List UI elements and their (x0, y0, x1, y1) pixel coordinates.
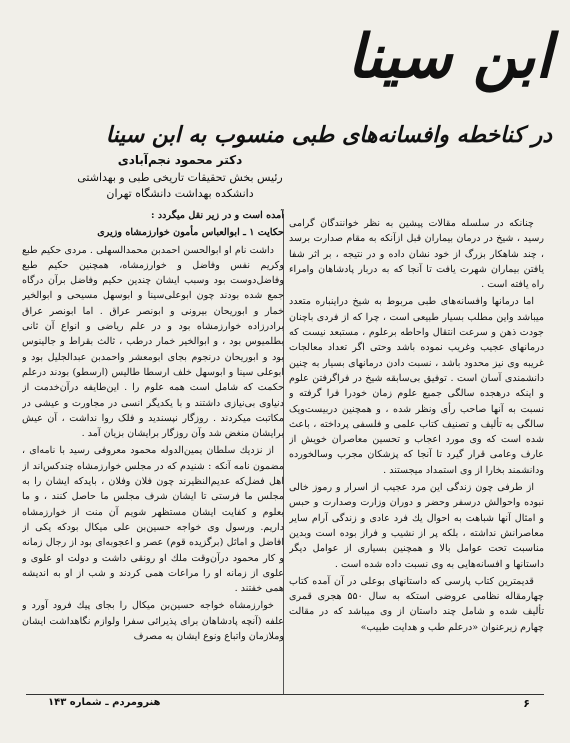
paragraph: اما درمانها وافسانه‌های طبی مربوط به شیخ دراینباره متعدد میباشد واین مطلب بسیار طبیعی است ، چرا که از فردی باچنان جودت ذهن و سرعت انتقال واحاطه برعلوم ، مستبعد نیست که درمانهای عجیب وغریب نموده باشد وحتی اگر تعداد معالجات غریبه وی نیز محدود باشد ، نسبت دادن درمانهای بسیار به چنین دانشمندی آسان است . توفیق بی‌سابقه شیخ در فراگرفتن علوم و اینکه درهجده سالگی جمیع علوم زمان خودرا فرا گرفته و نسبت به آنها صاحب رأی ونظر شده ، و همچنین دربیست‌ویک سالگی به تألیف و تصنیف کتاب علمی و فلسفی پرداخته ، باعث شده است که وی مورد اعجاب و تحسین معاصران خویش از عارف وعامی قرار گیرد تا آنجا که پزشکان مجرب وسالخورده ودانشمند بخارا از وی استمداد میجستند . (289, 296, 544, 476)
page-title: ابن سینا (347, 22, 552, 92)
paragraph: خوارزمشاه خواجه حسین‌بن میکال را بجای پیك فرود آورد و علفه (آنچه پادشاهان برای پذیرائی سفرا ولوازم نگاهداشت ایشان وملازمان واتباع ونوع ایشان به مصرف (22, 600, 284, 643)
footer-rule (26, 694, 544, 695)
author-name: دکتر محمود نجم‌آبادی (117, 153, 243, 167)
page-number: ۶ (523, 697, 530, 710)
left-column (22, 208, 284, 688)
right-column (289, 216, 544, 704)
paragraph: چنانکه در سلسله مقالات پیشین به نظر خوانندگان گرامی رسید ، شیخ در درمان بیماران قبل ازآنکه به مقام صدارت برسد ، چند شاهکار بزرگ از خود نشان داده و در نتیجه ، بر اثر شفا یافتن بیماران شهرت یافت تا آنجا که به دربار پادشاهان وامراء راه یافته است . (289, 218, 544, 291)
author-block (60, 152, 300, 202)
story-heading: حکایت ۱ ـ ابوالعباس مأمون خوارزمشاه وزیری (97, 227, 284, 239)
author-affiliation: دانشکده بهداشت دانشگاه تهران (106, 187, 254, 200)
intro-line: آمده است و در زیر نقل میگردد : (150, 210, 284, 221)
paragraph: داشت نام او ابوالحسن احمدبن محمدالسهلی . مردی حکیم طبع وکریم نفس وفاضل و خوارزمشاه، همچنین حکیم طبع وفاضل‌دوست بود وسبب ایشان چندین حکیم وفاضل برآن درگاه جمع شده بودند چون ابوعلی‌سینا و ابوسهل مسیحی و ابوالخیر خمار و ابوریحان بیرونی و ابونصر عراق . اما ابونصر عراق برادرزاده خوارزمشاه بود و در علم ریاضی و انواع آن ثانی بطلمیوس بود ، و ابوالخیر خمار درطب ، ثالث بقراط و جالینوس بود و ابوریحان درنجوم بجای ابومعشر واحمدبن عبدالجلیل بود و ابوعلی سینا و ابوسهل خلف ارسطا طالیس (ارسطو) بودند درعلم حکمت که شامل است همه علوم را . این‌طایفه درآن‌خدمت از دنیاوی بی‌نیازی داشتند و با یکدیگر انسی در مجاورت و عیشی در مکاتبت میکردند . روزگار نپسندید و فلک روا نداشت ، آن عیش برایشان منغض شد وآن روزگار برایشان بزیان آمد . (22, 244, 284, 440)
issue-label: هنرومردم ـ شماره ۱۴۳ (48, 697, 161, 708)
author-role: رئیس بخش تحقیقات تاریخی طبی و بهداشتی (77, 171, 283, 184)
page-subtitle: در کناخطه وافسانه‌های طبی منسوب به ابن سینا (105, 122, 552, 148)
paragraph: قدیمترین کتاب پارسی که داستانهای بوعلی در آن آمده کتاب چهارمقاله نظامی عروضی استکه به سال ۵۵۰ هجری قمری تألیف شده و شامل چند داستان از وی میباشد که در مقالت چهارم زیرعنوان «درعلم طب و هدایت طبیب» (289, 575, 544, 633)
paragraph: از نزدیك سلطان یمین‌الدوله محمود معروفی رسید با نامه‌ای ، مضمون نامه آنکه : شنیدم که در مجلس خوارزمشاه چندکس‌اند از اهل فضل‌که عدیم‌النظیرند چون فلان وفلان ، بایدکه ایشان را به مجلس ما فرستی تا ایشان شرف مجلس ما حاصل کنند ، و ما بعلوم و کفایت ایشان مستظهر شویم آن منت از خوارزمشاه داریم. ورسول وی خواجه حسین‌بن علی میکال بودکه یکی از افاضل و اماثل (برگزیده قوم) عصر و اعجوبه‌ای بود از رجال زمانه و کار محمود درآن‌وقت ملك او رونقی داشت و دولت او علوی و علوی از زمانه او را مراعات همی کردند و شب از او به اندیشه همی خفتند . (22, 445, 284, 595)
paragraph: از طرفی چون زندگی این مرد عجیب از اسرار و رموز خالی نبوده واحوالش درسفر وحضر و دوران وزارت وصدارت و حبس و امثال آنها شباهت به احوال یك فرد عادی و زندگی آرام سایر معاصرانش نداشته ، بلکه پر از نشیب و فراز بوده است وبدین مناسبت تحت عوامل بالا و همچنین بسیاری از عوامل دیگر داستانها و افسانه‌هایی به وی نسبت داده شده است . (289, 482, 544, 570)
